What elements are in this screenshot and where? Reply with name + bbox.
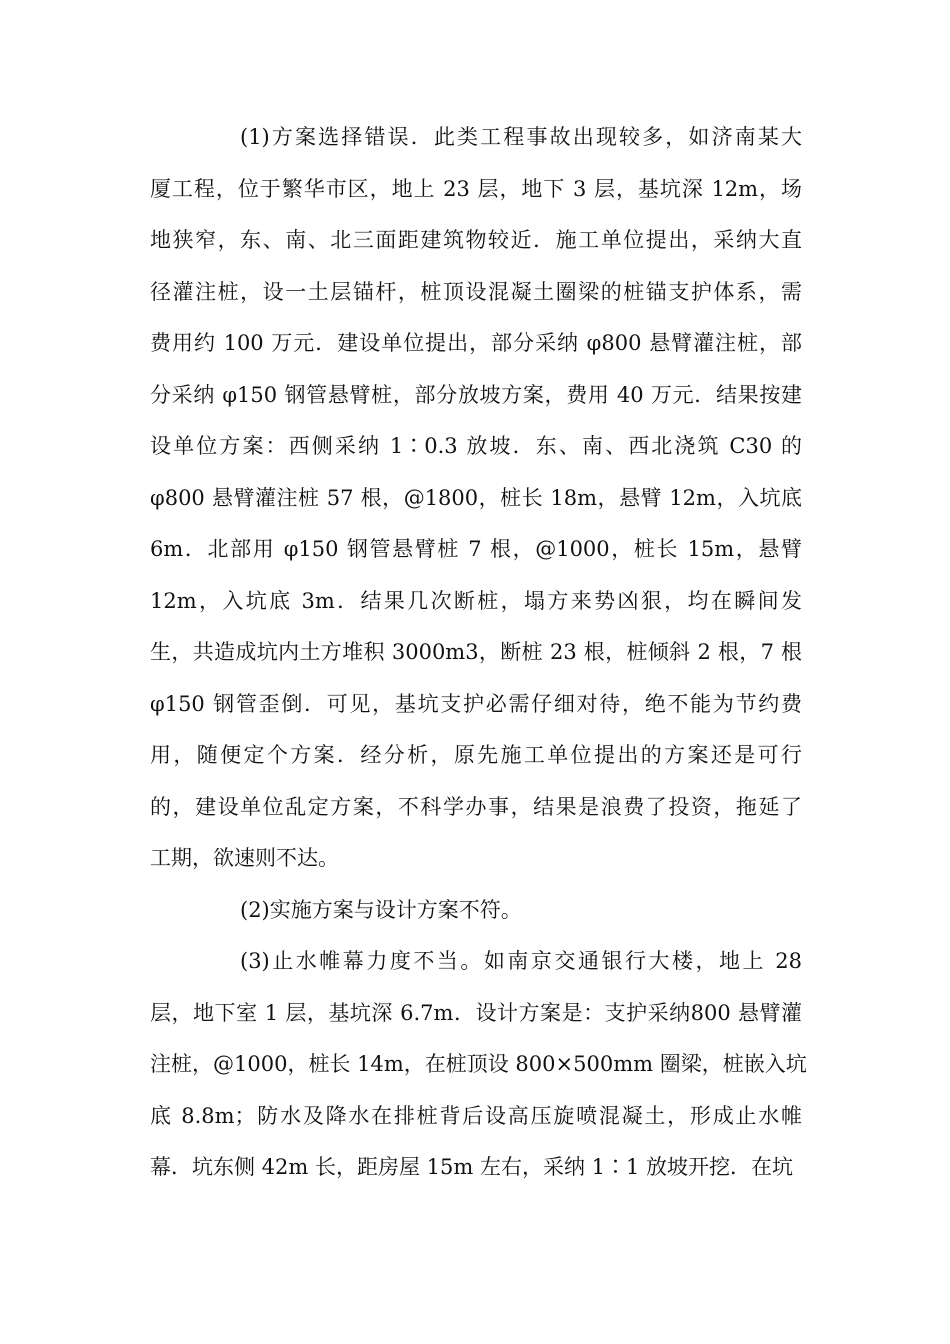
paragraph xyxy=(150,885,802,937)
text-line: (3)止水帷幕力度不当。如南京交通银行大楼，地上 28 xyxy=(240,949,802,973)
text-line: 幕．坑东侧 42m 长，距房屋 15m 左右，采纳 1∶1 放坡开挖．在坑 xyxy=(150,1155,794,1179)
text-line: 生，共造成坑内土方堆积 3000m3，断桩 23 根，桩倾斜 2 根，7 根 xyxy=(150,640,802,664)
text-line: 12m，入坑底 3m．结果几次断桩，塌方来势凶狠，均在瞬间发 xyxy=(150,588,802,613)
document-body xyxy=(150,112,807,1194)
text-line: 注桩，@1000，桩长 14m，在桩顶设 800×500mm 圈梁，桩嵌入坑 xyxy=(150,1052,807,1076)
text-line: (1)方案选择错误．此类工程事故出现较多，如济南某大 xyxy=(240,125,802,149)
text-line: φ800 悬臂灌注桩 57 根，@1800，桩长 18m，悬臂 12m，入坑底 xyxy=(150,485,802,510)
text-line: 层，地下室 1 层，基坑深 6.7m．设计方案是：支护采纳800 悬臂灌 xyxy=(150,1000,802,1025)
text-line: 工期，欲速则不达。 xyxy=(150,846,339,870)
text-line: 的，建设单位乱定方案，不科学办事，结果是浪费了投资，拖延了 xyxy=(150,794,802,819)
paragraph xyxy=(150,936,807,1194)
text-line: 底 8.8m；防水及降水在排桩背后设高压旋喷混凝土，形成止水帷 xyxy=(150,1103,802,1128)
paragraph xyxy=(150,112,802,885)
text-line: φ150 钢管歪倒．可见，基坑支护必需仔细对待，绝不能为节约费 xyxy=(150,691,802,716)
text-line: 6m．北部用 φ150 钢管悬臂桩 7 根，@1000，桩长 15m，悬臂 xyxy=(150,537,802,561)
text-line: 费用约 100 万元．建设单位提出，部分采纳 φ800 悬臂灌注桩，部 xyxy=(150,331,802,355)
text-line: 用，随便定个方案．经分析，原先施工单位提出的方案还是可行 xyxy=(150,743,802,767)
text-line: 厦工程，位于繁华市区，地上 23 层，地下 3 层，基坑深 12m，场 xyxy=(150,176,802,201)
text-line: (2)实施方案与设计方案不符。 xyxy=(240,897,522,922)
text-line: 设单位方案：西侧采纳 1∶0.3 放坡．东、南、西北浇筑 C30 的 xyxy=(150,434,802,458)
text-line: 径灌注桩，设一土层锚杆，桩顶设混凝土圈梁的桩锚支护体系，需 xyxy=(150,279,802,304)
text-line: 分采纳 φ150 钢管悬臂桩，部分放坡方案，费用 40 万元．结果按建 xyxy=(150,382,802,407)
text-line: 地狭窄，东、南、北三面距建筑物较近．施工单位提出，采纳大直 xyxy=(150,228,802,252)
